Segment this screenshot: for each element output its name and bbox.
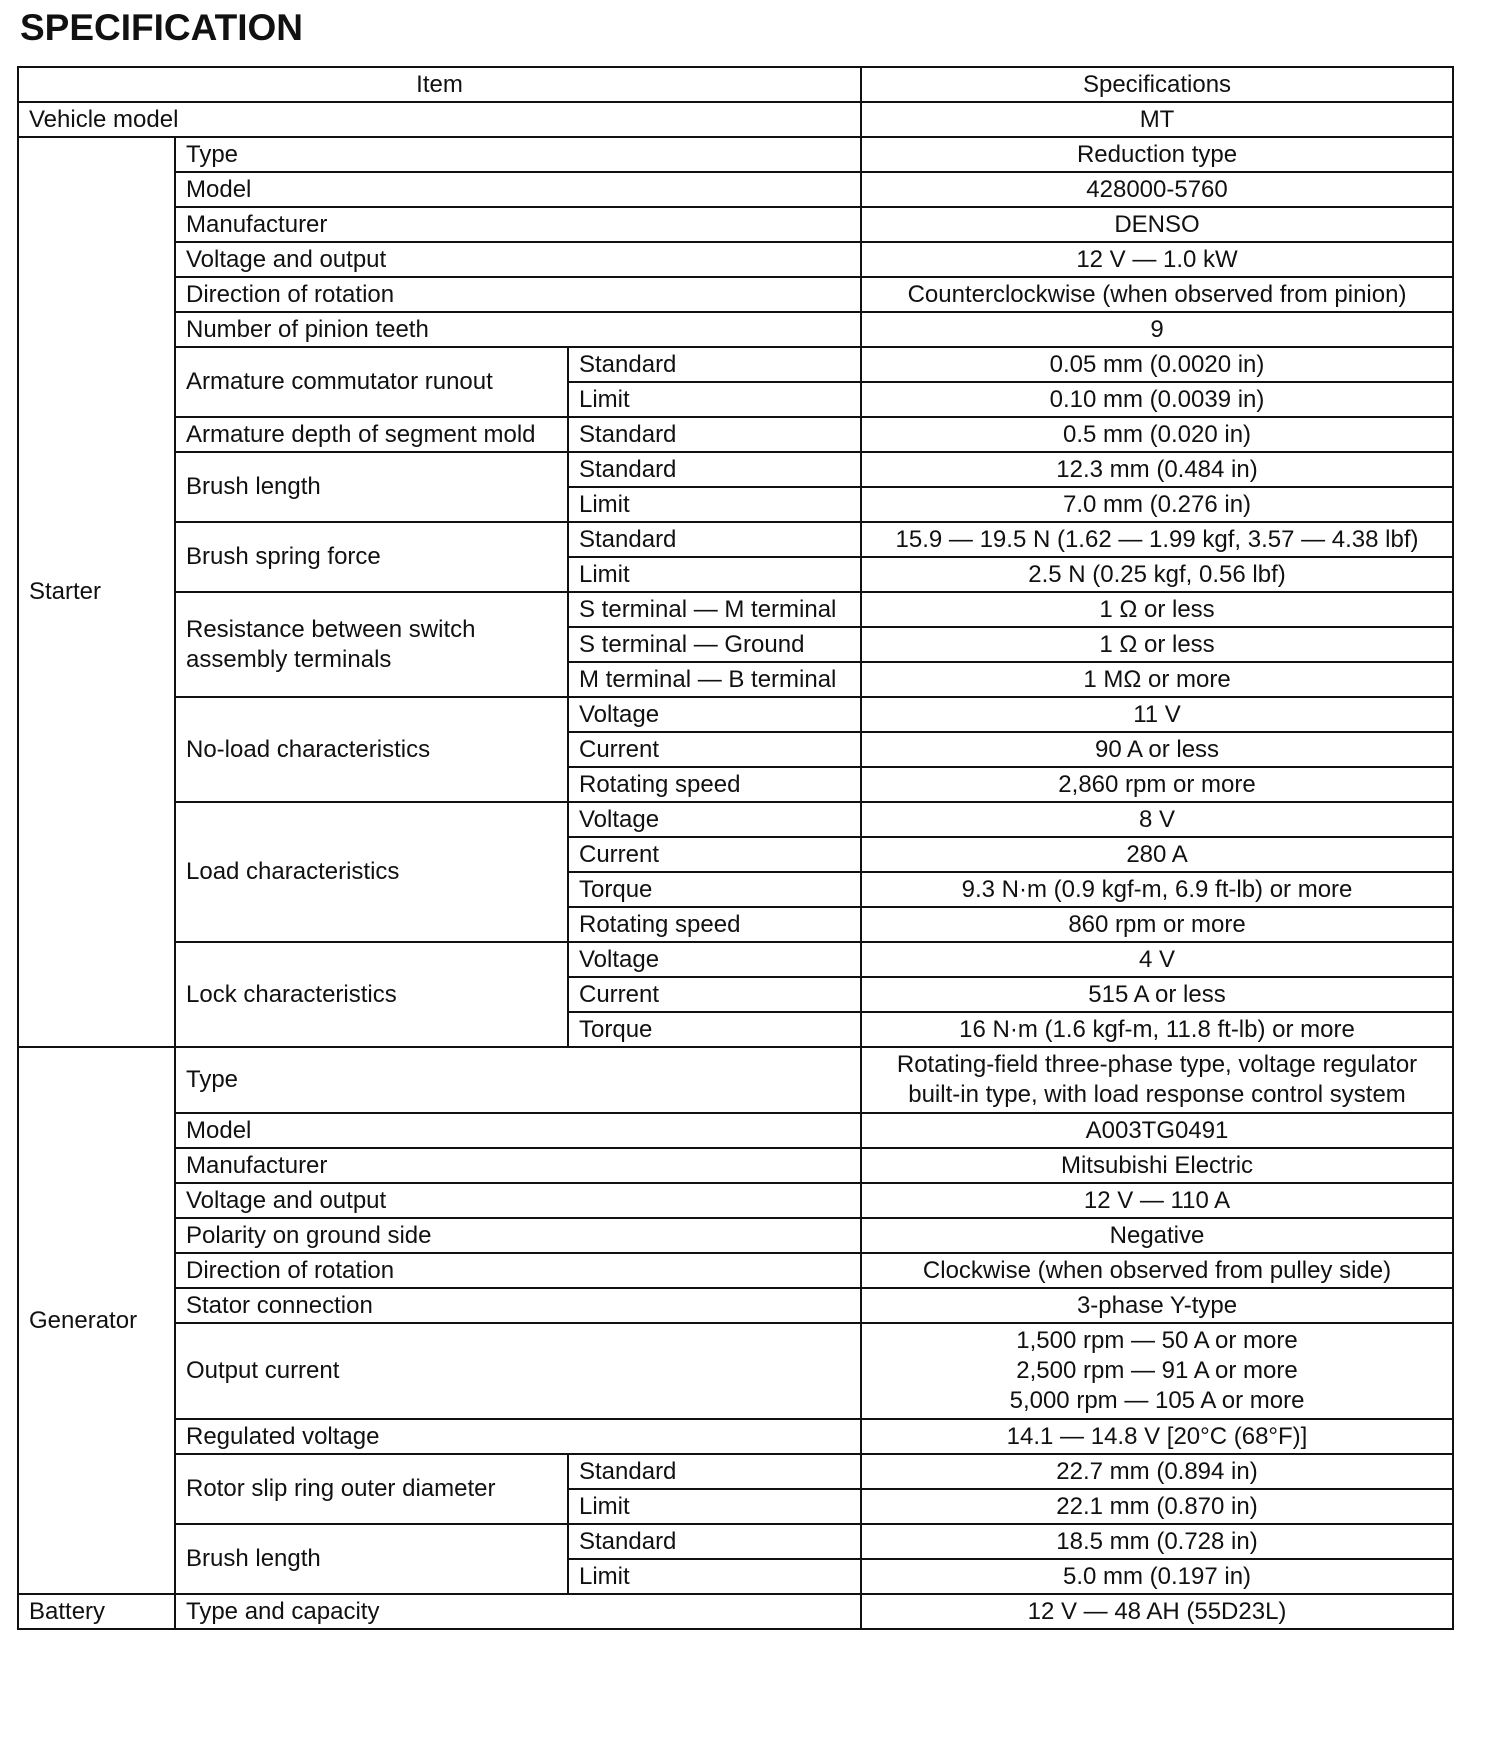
generator-model-label: Model <box>175 1113 861 1148</box>
lock-current-label: Current <box>568 977 861 1012</box>
no-load-voltage-value: 11 V <box>861 697 1453 732</box>
table-row <box>18 452 1453 487</box>
lock-voltage-label: Voltage <box>568 942 861 977</box>
commutator-runout-limit-label: Limit <box>568 382 861 417</box>
brush-spring-limit-label: Limit <box>568 557 861 592</box>
no-load-current-label: Current <box>568 732 861 767</box>
brush-spring-limit-value: 2.5 N (0.25 kgf, 0.56 lbf) <box>861 557 1453 592</box>
load-voltage-label: Voltage <box>568 802 861 837</box>
header-item: Item <box>18 67 861 102</box>
generator-manufacturer-value: Mitsubishi Electric <box>861 1148 1453 1183</box>
page-title: SPECIFICATION <box>20 7 303 48</box>
brush-spring-standard-value: 15.9 — 19.5 N (1.62 — 1.99 kgf, 3.57 — 4.38 lbf) <box>861 522 1453 557</box>
lock-current-value: 515 A or less <box>861 977 1453 1012</box>
lock-voltage-value: 4 V <box>861 942 1453 977</box>
commutator-runout-label: Armature commutator runout <box>175 347 568 417</box>
switch-resistance-label-line1: Resistance between switch <box>186 615 476 643</box>
category-starter: Starter <box>18 137 175 1047</box>
slip-ring-limit-label: Limit <box>568 1489 861 1524</box>
table-row <box>18 1253 1453 1288</box>
generator-type-value-line1: Rotating-field three-phase type, voltage regulator <box>896 1051 1418 1078</box>
generator-direction-value: Clockwise (when observed from pulley side) <box>861 1253 1453 1288</box>
generator-type-value-line2: built-in type, with load response control system <box>908 1081 1406 1108</box>
category-battery: Battery <box>18 1594 175 1629</box>
table-row <box>18 522 1453 557</box>
commutator-runout-standard-label: Standard <box>568 347 861 382</box>
vehicle-model-label: Vehicle model <box>18 102 861 137</box>
starter-brush-length-limit-value: 7.0 mm (0.276 in) <box>861 487 1453 522</box>
table-row <box>18 277 1453 312</box>
specification-table <box>17 66 1454 1630</box>
segment-mold-label: Armature depth of segment mold <box>175 417 568 452</box>
table-row <box>18 347 1453 382</box>
table-row <box>18 242 1453 277</box>
table-row <box>18 102 1453 137</box>
table-row <box>18 942 1453 977</box>
stator-connection-value: 3-phase Y-type <box>861 1288 1453 1323</box>
table-row <box>18 697 1453 732</box>
s-ground-label: S terminal — Ground <box>568 627 861 662</box>
polarity-value: Negative <box>861 1218 1453 1253</box>
regulated-voltage-label: Regulated voltage <box>175 1419 861 1454</box>
starter-brush-length-standard-value: 12.3 mm (0.484 in) <box>861 452 1453 487</box>
table-row <box>18 417 1453 452</box>
table-row <box>18 137 1453 172</box>
table-row <box>18 207 1453 242</box>
load-speed-value: 860 rpm or more <box>861 907 1453 942</box>
brush-spring-label: Brush spring force <box>175 522 568 592</box>
starter-manufacturer-label: Manufacturer <box>175 207 861 242</box>
slip-ring-standard-value: 22.7 mm (0.894 in) <box>861 1454 1453 1489</box>
slip-ring-label: Rotor slip ring outer diameter <box>175 1454 568 1524</box>
load-label: Load characteristics <box>175 802 568 942</box>
table-row <box>18 1218 1453 1253</box>
load-torque-label: Torque <box>568 872 861 907</box>
table-header-row <box>18 67 1453 102</box>
s-ground-value: 1 Ω or less <box>861 627 1453 662</box>
generator-voltage-output-value: 12 V — 110 A <box>861 1183 1453 1218</box>
generator-direction-label: Direction of rotation <box>175 1253 861 1288</box>
slip-ring-standard-label: Standard <box>568 1454 861 1489</box>
generator-brush-length-limit-label: Limit <box>568 1559 861 1594</box>
load-speed-label: Rotating speed <box>568 907 861 942</box>
switch-resistance-label-line2: assembly terminals <box>186 645 392 673</box>
starter-type-value: Reduction type <box>861 137 1453 172</box>
s-m-terminal-value: 1 Ω or less <box>861 592 1453 627</box>
table-row <box>18 1113 1453 1148</box>
polarity-label: Polarity on ground side <box>175 1218 861 1253</box>
generator-manufacturer-label: Manufacturer <box>175 1148 861 1183</box>
generator-type-value <box>861 1047 1453 1113</box>
table-row <box>18 1594 1453 1629</box>
starter-pinion-teeth-value: 9 <box>861 312 1453 347</box>
starter-brush-length-limit-label: Limit <box>568 487 861 522</box>
no-load-speed-value: 2,860 rpm or more <box>861 767 1453 802</box>
generator-model-value: A003TG0491 <box>861 1113 1453 1148</box>
no-load-current-value: 90 A or less <box>861 732 1453 767</box>
s-m-terminal-label: S terminal — M terminal <box>568 592 861 627</box>
table-row <box>18 1288 1453 1323</box>
no-load-label: No-load characteristics <box>175 697 568 802</box>
battery-type-capacity-value: 12 V — 48 AH (55D23L) <box>861 1594 1453 1629</box>
starter-model-value: 428000-5760 <box>861 172 1453 207</box>
no-load-speed-label: Rotating speed <box>568 767 861 802</box>
table-row <box>18 1419 1453 1454</box>
generator-brush-length-label: Brush length <box>175 1524 568 1594</box>
starter-direction-value: Counterclockwise (when observed from pinion) <box>861 277 1453 312</box>
output-current-label: Output current <box>175 1323 861 1419</box>
starter-type-label: Type <box>175 137 861 172</box>
table-row <box>18 1323 1453 1419</box>
starter-brush-length-standard-label: Standard <box>568 452 861 487</box>
vehicle-model-value: MT <box>861 102 1453 137</box>
segment-mold-standard-label: Standard <box>568 417 861 452</box>
slip-ring-limit-value: 22.1 mm (0.870 in) <box>861 1489 1453 1524</box>
table-row <box>18 1524 1453 1559</box>
table-row <box>18 172 1453 207</box>
generator-brush-length-standard-label: Standard <box>568 1524 861 1559</box>
output-current-line3: 5,000 rpm — 105 A or more <box>1009 1387 1305 1414</box>
table-row <box>18 592 1453 627</box>
regulated-voltage-value: 14.1 — 14.8 V [20°C (68°F)] <box>861 1419 1453 1454</box>
table-row <box>18 1148 1453 1183</box>
table-row <box>18 312 1453 347</box>
load-current-label: Current <box>568 837 861 872</box>
starter-manufacturer-value: DENSO <box>861 207 1453 242</box>
table-row <box>18 1047 1453 1113</box>
generator-brush-length-standard-value: 18.5 mm (0.728 in) <box>861 1524 1453 1559</box>
starter-pinion-teeth-label: Number of pinion teeth <box>175 312 861 347</box>
starter-voltage-output-label: Voltage and output <box>175 242 861 277</box>
switch-resistance-label <box>175 592 568 697</box>
table-row <box>18 1454 1453 1489</box>
table-row <box>18 1183 1453 1218</box>
segment-mold-standard-value: 0.5 mm (0.020 in) <box>861 417 1453 452</box>
starter-direction-label: Direction of rotation <box>175 277 861 312</box>
table-row <box>18 802 1453 837</box>
category-generator: Generator <box>18 1047 175 1594</box>
output-current-value <box>861 1323 1453 1419</box>
starter-brush-length-label: Brush length <box>175 452 568 522</box>
generator-brush-length-limit-value: 5.0 mm (0.197 in) <box>861 1559 1453 1594</box>
output-current-line1: 1,500 rpm — 50 A or more <box>1016 1327 1298 1354</box>
m-b-terminal-label: M terminal — B terminal <box>568 662 861 697</box>
battery-type-capacity-label: Type and capacity <box>175 1594 861 1629</box>
m-b-terminal-value: 1 MΩ or more <box>861 662 1453 697</box>
starter-voltage-output-value: 12 V — 1.0 kW <box>861 242 1453 277</box>
generator-type-label: Type <box>175 1047 861 1113</box>
no-load-voltage-label: Voltage <box>568 697 861 732</box>
generator-voltage-output-label: Voltage and output <box>175 1183 861 1218</box>
lock-label: Lock characteristics <box>175 942 568 1047</box>
commutator-runout-limit-value: 0.10 mm (0.0039 in) <box>861 382 1453 417</box>
brush-spring-standard-label: Standard <box>568 522 861 557</box>
output-current-line2: 2,500 rpm — 91 A or more <box>1016 1357 1298 1384</box>
load-current-value: 280 A <box>861 837 1453 872</box>
lock-torque-label: Torque <box>568 1012 861 1047</box>
stator-connection-label: Stator connection <box>175 1288 861 1323</box>
lock-torque-value: 16 N·m (1.6 kgf-m, 11.8 ft-lb) or more <box>861 1012 1453 1047</box>
starter-model-label: Model <box>175 172 861 207</box>
load-voltage-value: 8 V <box>861 802 1453 837</box>
load-torque-value: 9.3 N·m (0.9 kgf-m, 6.9 ft-lb) or more <box>861 872 1453 907</box>
header-specifications: Specifications <box>861 67 1453 102</box>
commutator-runout-standard-value: 0.05 mm (0.0020 in) <box>861 347 1453 382</box>
